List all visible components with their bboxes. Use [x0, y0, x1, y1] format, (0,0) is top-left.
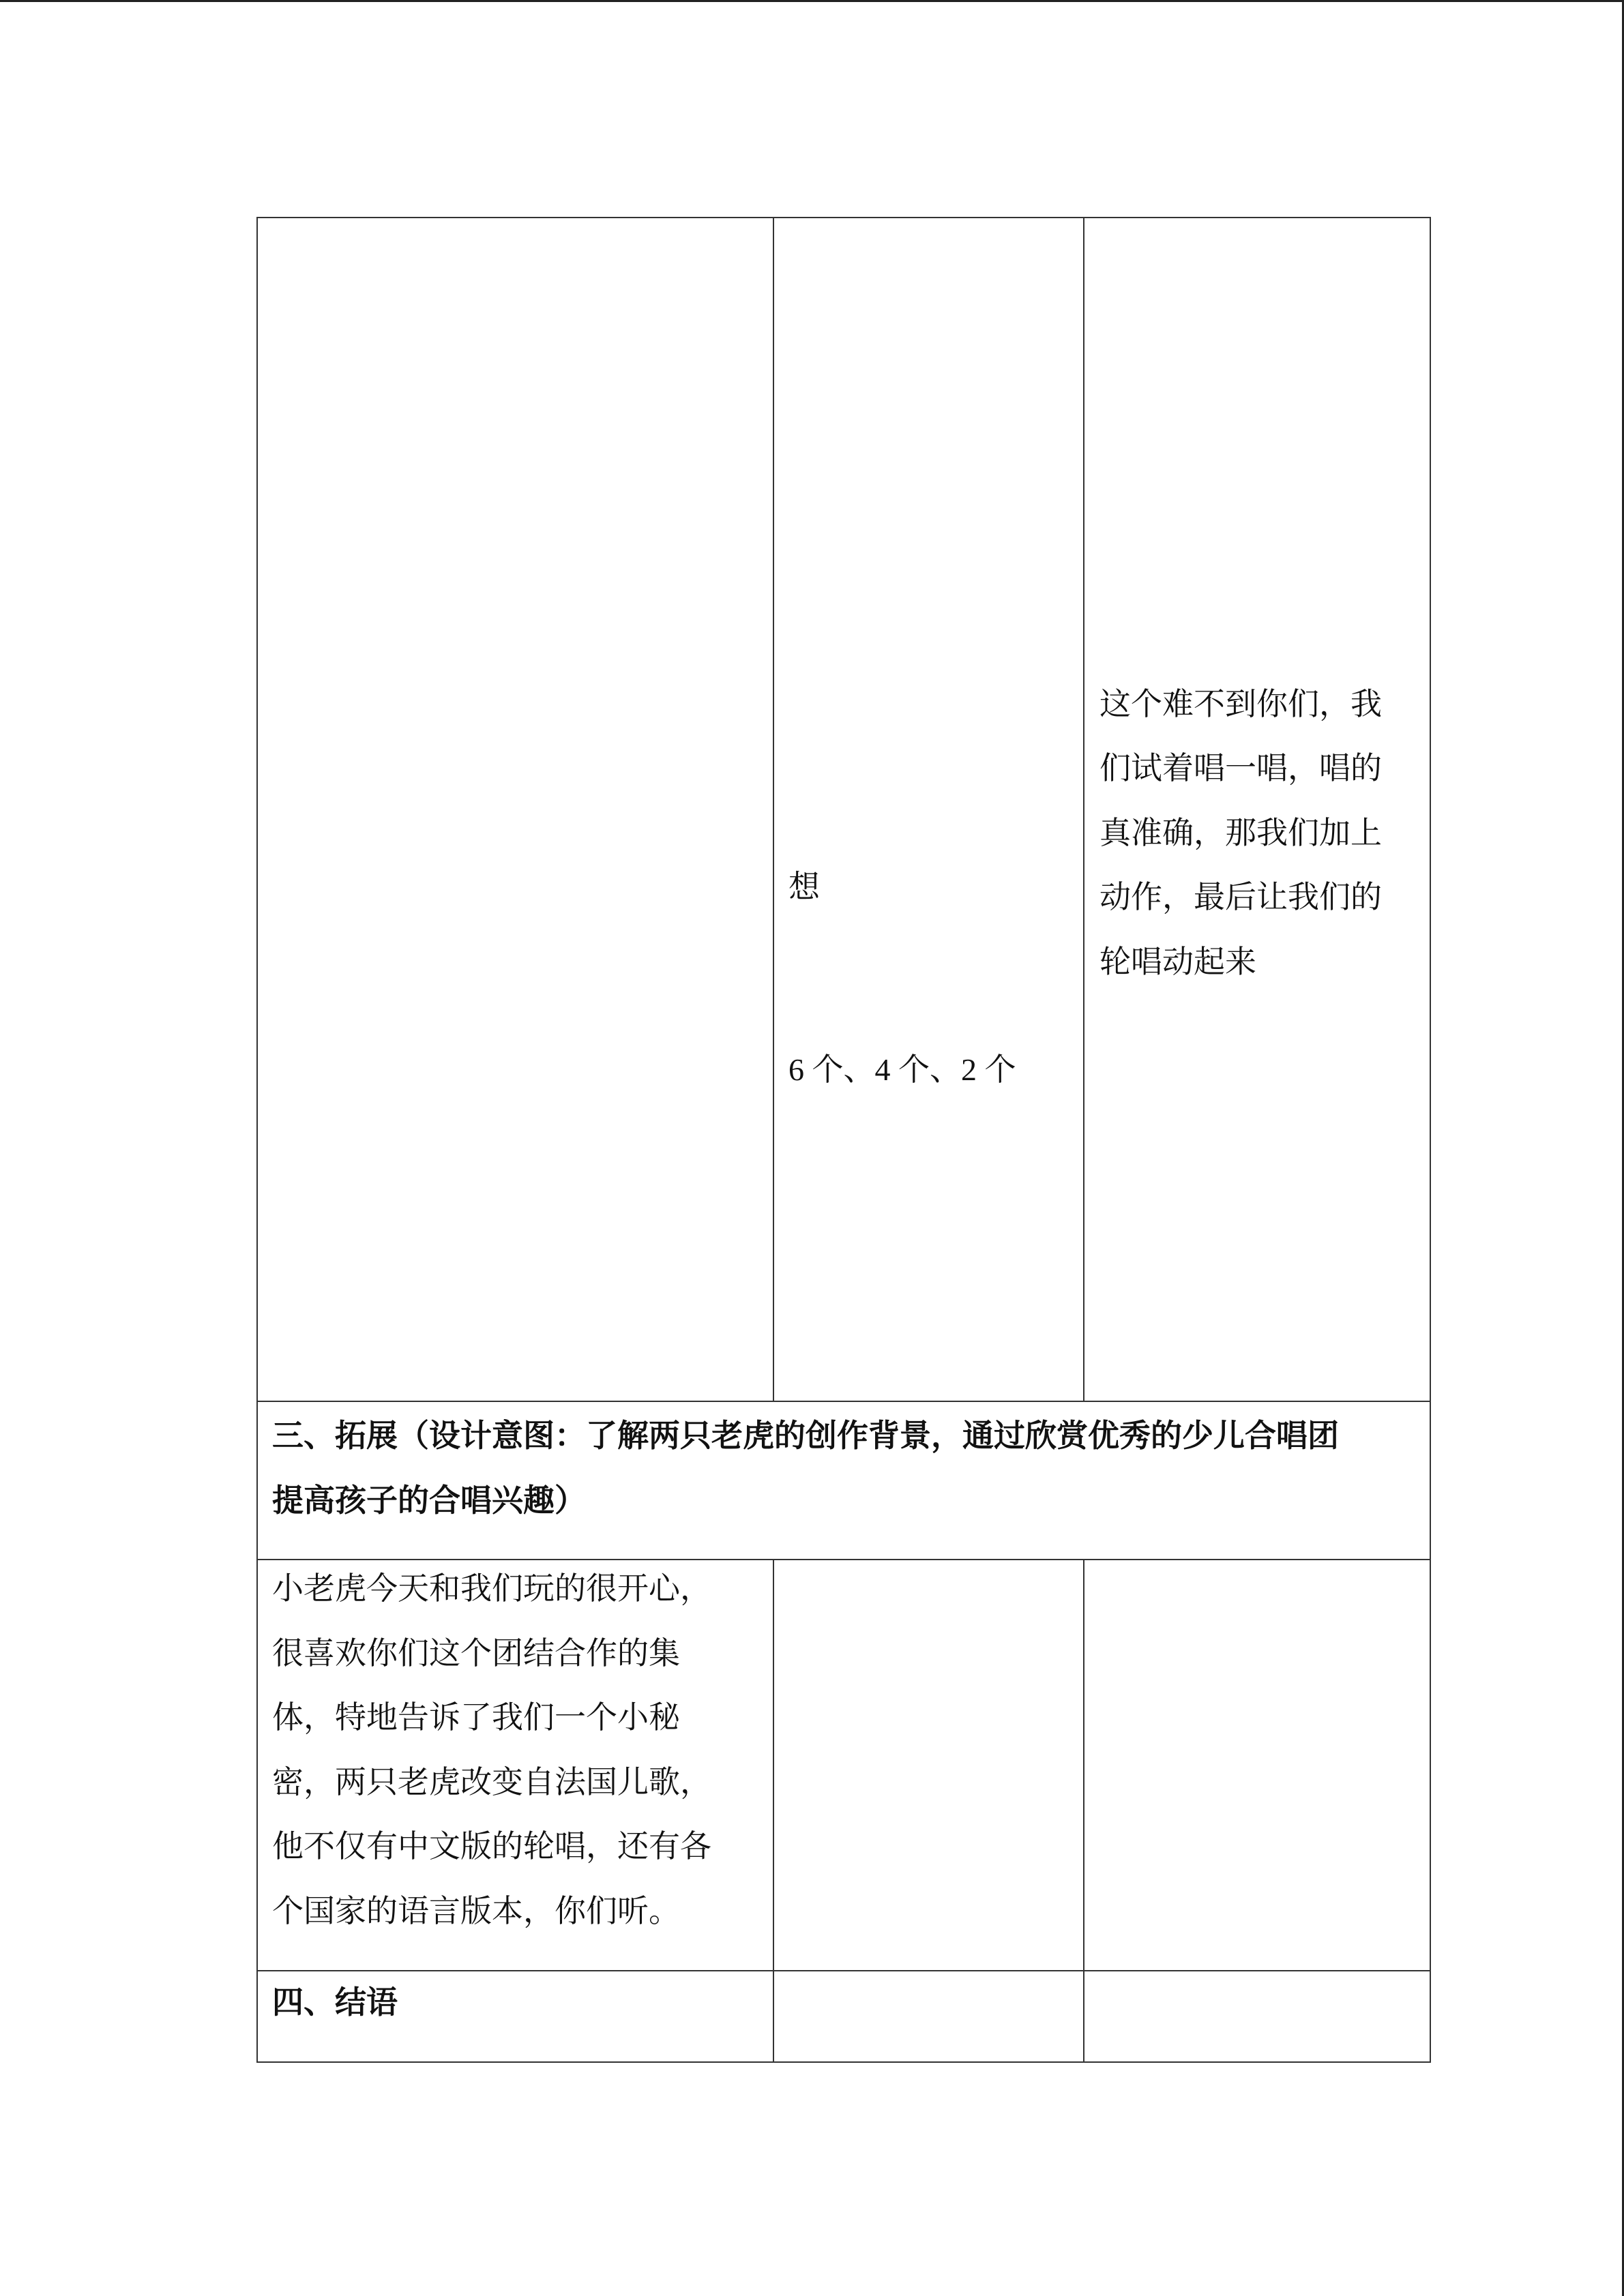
- column-divider-2-row1: [1083, 217, 1084, 1401]
- row3-col1-line: 密，两只老虎改变自法国儿歌，: [272, 1765, 711, 1800]
- page-edge-top: [0, 0, 1624, 2]
- row3-col1-line: 他不仅有中文版的轮唱，还有各: [272, 1829, 711, 1864]
- row1-col3-line: 这个难不到你们，我: [1099, 687, 1382, 721]
- column-divider-1-rows34: [773, 1560, 774, 2063]
- row3-col1-line: 很喜欢你们这个团结合作的集: [272, 1636, 680, 1671]
- row1-col2-text: 想: [788, 869, 820, 904]
- row3-col1-line: 小老虎今天和我们玩的很开心，: [272, 1571, 711, 1606]
- column-divider-1-row1: [773, 217, 774, 1401]
- row3-col1-line: 体，特地告诉了我们一个小秘: [272, 1700, 680, 1735]
- section-heading-extension: 提高孩子的合唱兴趣）: [272, 1483, 586, 1518]
- row1-col3-line: 们试着唱一唱，唱的: [1099, 751, 1382, 786]
- row-divider-1: [256, 1401, 1431, 1402]
- column-divider-2-rows34: [1083, 1560, 1084, 2063]
- row1-col3-line: 动作，最后让我们的: [1099, 880, 1382, 914]
- row1-col2-text: 6 个、4 个、2 个: [788, 1052, 1016, 1087]
- row1-col3-line: 轮唱动起来: [1099, 944, 1256, 979]
- row-divider-3: [256, 1970, 1431, 1971]
- row3-col1-line: 个国家的语言版本，你们听。: [272, 1894, 680, 1928]
- section-heading-extension: 三、拓展（设计意图：了解两只老虎的创作背景，通过欣赏优秀的少儿合唱团: [272, 1418, 1339, 1453]
- row1-col3-line: 真准确，那我们加上: [1099, 816, 1382, 850]
- section-heading-conclusion: 四、结语: [272, 1985, 398, 2020]
